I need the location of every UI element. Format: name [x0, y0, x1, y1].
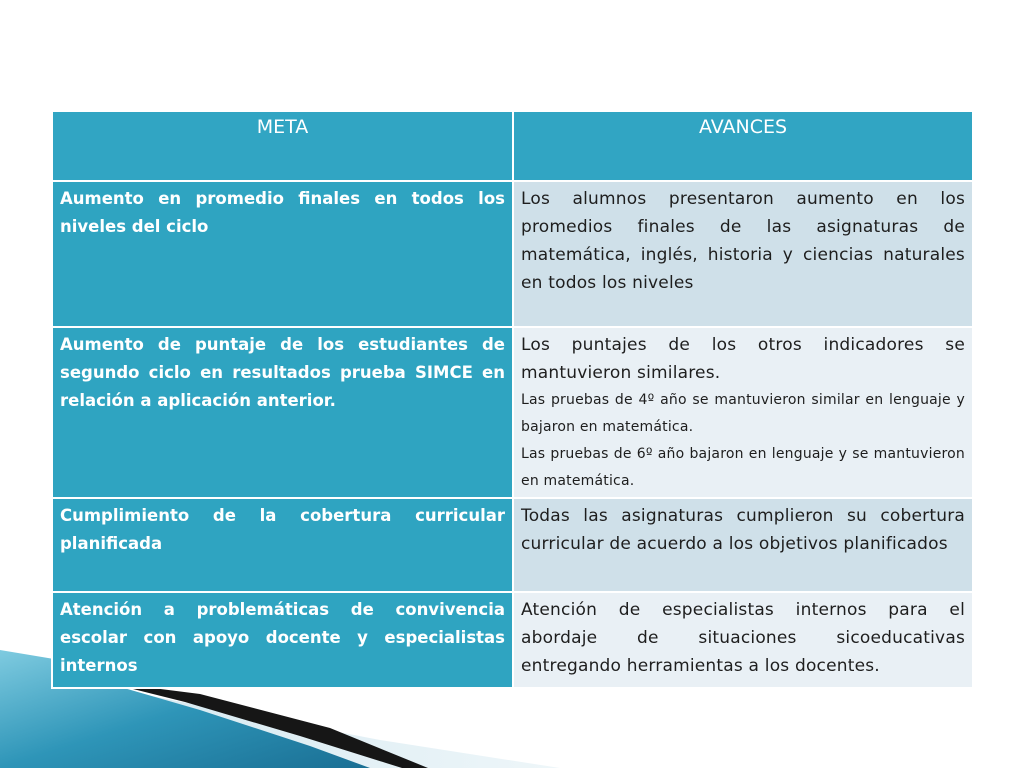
- meta-cell: Cumplimiento de la cobertura curricular planificada: [52, 498, 513, 592]
- avance-text: Todas las asignaturas cumplieron su cobertura curricular de acuerdo a los objetivos planificados: [521, 506, 965, 554]
- meta-cell: Aumento en promedio finales en todos los niveles del ciclo: [52, 181, 513, 327]
- column-header-avances: AVANCES: [513, 111, 973, 181]
- avance-cell: [513, 498, 973, 592]
- table-row: [52, 592, 973, 688]
- avance-cell: [513, 592, 973, 688]
- avance-text: Las pruebas de 4º año se mantuvieron similar en lenguaje y bajaron en matemática.: [521, 392, 965, 435]
- avance-cell: [513, 181, 973, 327]
- avance-text: Las pruebas de 6º año bajaron en lenguaje y se mantuvieron en matemática.: [521, 446, 965, 489]
- table-row: [52, 498, 973, 592]
- table-row: [52, 327, 973, 498]
- table-row: [52, 181, 973, 327]
- meta-cell: Aumento de puntaje de los estudiantes de segundo ciclo en resultados prueba SIMCE en relación a aplicación anterior.: [52, 327, 513, 498]
- avance-text: Atención de especialistas internos para el abordaje de situaciones sicoeducativas entregando herramientas a los docentes.: [521, 600, 965, 676]
- avance-cell: [513, 327, 973, 498]
- table-header-row: [52, 111, 973, 181]
- avance-text: Los alumnos presentaron aumento en los promedios finales de las asignaturas de matemática, inglés, historia y ciencias naturales en todos los niveles: [521, 189, 965, 293]
- avance-text: Los puntajes de los otros indicadores se mantuvieron similares.: [521, 335, 965, 383]
- column-header-meta: META: [52, 111, 513, 181]
- meta-cell: Atención a problemáticas de convivencia escolar con apoyo docente y especialistas internos: [52, 592, 513, 688]
- goals-table: [51, 110, 974, 689]
